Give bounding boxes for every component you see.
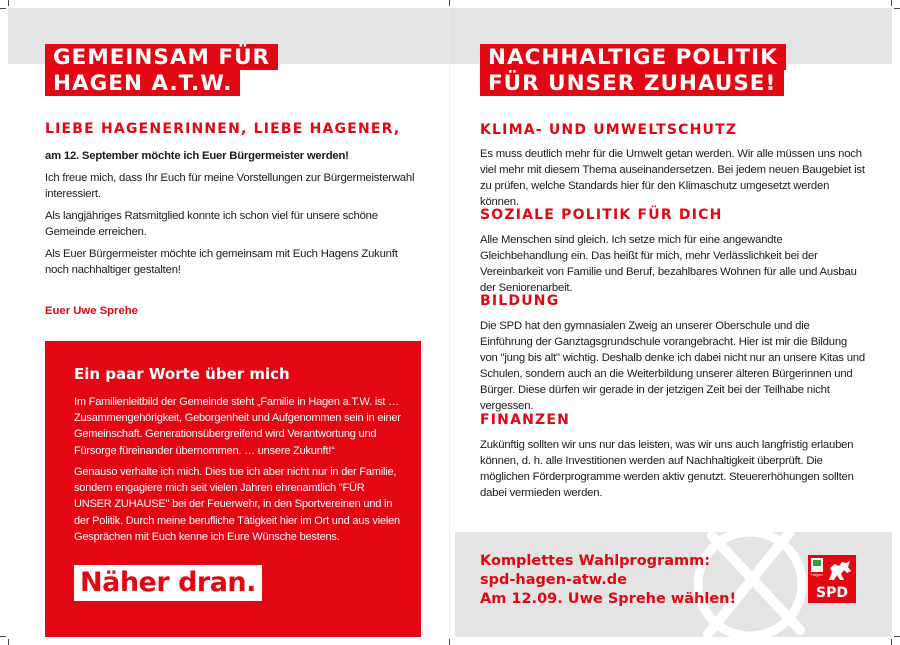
crop-mark — [449, 639, 450, 645]
section-heading-finance: FINANZEN — [480, 412, 571, 428]
slogan-label: Näher dran. — [74, 565, 262, 601]
right-banner-line2: FÜR UNSER ZUHAUSE! — [480, 70, 784, 96]
left-banner-line1: GEMEINSAM FÜR — [45, 44, 278, 70]
crop-mark — [449, 0, 450, 6]
cta-website-link[interactable]: spd-hagen-atw.de — [480, 572, 627, 588]
spd-logo-text: SPD — [816, 585, 848, 601]
about-me-box — [45, 341, 421, 637]
intro-paragraph: Als Euer Bürgermeister möchte ich gemeinsam mit Euch Hagens Zukunft noch nachhaltiger gestalten! — [45, 248, 398, 276]
crop-mark — [8, 0, 9, 6]
call-to-action — [480, 552, 736, 609]
spd-logo — [808, 555, 856, 603]
intro-paragraph: Als langjähriges Ratsmitglied konnte ich schon viel für unsere schöne Gemeinde erreichen. — [45, 210, 378, 238]
section-heading-climate: KLIMA- UND UMWELTSCHUTZ — [480, 122, 738, 138]
about-me-paragraph: Im Familienleitbild der Gemeinde steht „Familie in Hagen a.T.W. ist … Zusammengehörigkeit, Geborgenheit und Aufgenommen sein in einer Gemeinschaft. Generationsübergreifend wird Verantwortung und Fürsorge füreinander übernommen. … unsere Zukunft!“ — [74, 396, 401, 457]
section-text-finance: Zukünftig sollten wir uns nur das leisten, was wir uns auch langfristig erlauben können, d. h. alle Investitionen werden auf Nachhaltigkeit überprüft. Die möglichen Förderprogramme werden aktiv genutzt. Steuererhöhungen sollten dabei vermieden werden. — [480, 439, 854, 499]
hagen-crest-icon — [811, 558, 823, 572]
cta-vote-text: Am 12.09. Uwe Sprehe wählen! — [480, 591, 737, 607]
lead-sentence: am 12. September möchte ich Euer Bürgermeister werden! — [45, 150, 349, 162]
section-text-education: Die SPD hat den gymnasialen Zweig an unserer Oberschule und die Einführung der Ganztagsgrundschule vorangebracht. Hier ist mir die Bildung von "jung bis alt" wichtig. Deshalb denke ich dabei nicht nur an unsere Kitas und Schulen, sondern auch an die Weiterbildung unserer älteren Bürgerinnen und Bürger. Diese dürfen wir gerade in der jetzigen Zeit bei der Teilhabe nicht vergessen. — [480, 320, 865, 412]
signature: Euer Uwe Sprehe — [45, 305, 138, 317]
crop-mark — [891, 0, 892, 6]
section-heading-education: BILDUNG — [480, 293, 560, 309]
crop-mark — [0, 8, 6, 9]
left-intro-text — [45, 148, 420, 278]
section-text-social: Alle Menschen sind gleich. Ich setze mich für eine angewandte Gleichbehandlung ein. Das heißt für mich, mehr Verlässlichkeit bei der Vereinbarkeit von Familie und Beruf, bezahlbares Wohnen für alle und Ausbau der Seniorenarbeit. — [480, 234, 857, 294]
crop-mark — [894, 8, 900, 9]
horse-icon — [826, 559, 853, 583]
about-me-paragraph: Genauso verhalte ich mich. Dies tue ich aber nicht nur in der Familie, sondern engagiere mich seit vielen Jahren ehrenamtlich "FÜR UNSER ZUHAUSE" bei der Feuerwehr, in den Sportvereinen und in der Politik. Durch meine berufliche Tätigkeit hier im Ort und aus vielen Gesprächen mit Euch kenne ich Eure Wünsche bestens. — [74, 466, 400, 543]
logo-small-label: Hagen — [811, 572, 823, 577]
cta-program-label: Komplettes Wahlprogramm: — [480, 553, 710, 569]
crop-mark — [8, 639, 9, 645]
crop-mark — [0, 636, 6, 637]
greeting-heading: LIEBE HAGENERINNEN, LIEBE HAGENER, — [45, 121, 401, 137]
fold-line — [449, 0, 450, 645]
crop-mark — [891, 639, 892, 645]
section-heading-social: SOZIALE POLITIK FÜR DICH — [480, 207, 723, 223]
intro-paragraph: Ich freue mich, dass Ihr Euch für meine Vorstellungen zur Bürgermeisterwahl interessiert. — [45, 172, 415, 200]
right-banner-line1: NACHHALTIGE POLITIK — [480, 44, 786, 70]
about-me-title: Ein paar Worte über mich — [74, 365, 290, 383]
crop-mark — [894, 636, 900, 637]
section-text-climate: Es muss deutlich mehr für die Umwelt getan werden. Wir alle müssen uns noch viel mehr mit diesem Thema auseinandersetzen. Bei jedem neuen Baugebiet ist zu prüfen, welche Standards hier für den Klimaschutz umgesetzt werden können. — [480, 148, 865, 208]
left-banner-line2: HAGEN A.T.W. — [45, 70, 240, 96]
